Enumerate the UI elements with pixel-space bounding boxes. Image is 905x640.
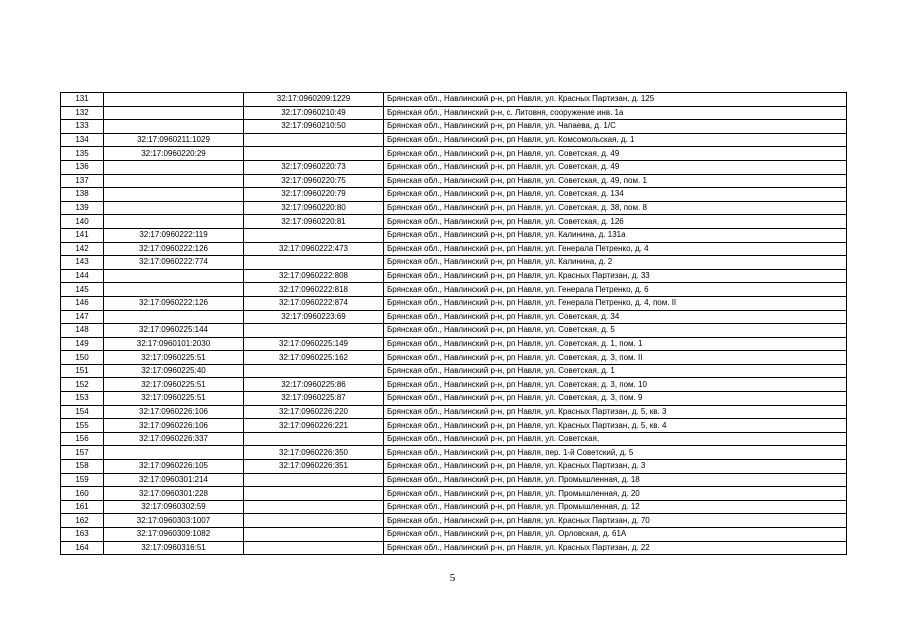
table-row	[61, 351, 847, 365]
address-cell: Брянская обл., Навлинский р-н, рп Навля, ул. Промышленная, д. 20	[384, 487, 847, 501]
row-number-cell: 135	[61, 147, 104, 161]
table-row	[61, 256, 847, 270]
address-cell: Брянская обл., Навлинский р-н, рп Навля, ул. Советская, д. 3, пом. II	[384, 351, 847, 365]
object-cadastral-number-cell: 32:17:0960225:86	[244, 378, 384, 392]
row-number-cell: 143	[61, 256, 104, 270]
row-number-cell: 136	[61, 160, 104, 174]
table-row	[61, 432, 847, 446]
object-cadastral-number-cell: 32:17:0960220:75	[244, 174, 384, 188]
row-number-cell: 152	[61, 378, 104, 392]
row-number-cell: 159	[61, 473, 104, 487]
table-row	[61, 487, 847, 501]
address-cell: Брянская обл., Навлинский р-н, рп Навля, ул. Советская,	[384, 432, 847, 446]
object-cadastral-number-cell: 32:17:0960225:149	[244, 337, 384, 351]
row-number-cell: 156	[61, 432, 104, 446]
table-row	[61, 215, 847, 229]
row-number-cell: 160	[61, 487, 104, 501]
table-row	[61, 324, 847, 338]
address-cell: Брянская обл., Навлинский р-н, рп Навля, ул. Красных Партизан, д. 3	[384, 460, 847, 474]
row-number-cell: 144	[61, 269, 104, 283]
table-row	[61, 296, 847, 310]
cadastral-number-cell	[104, 269, 244, 283]
object-cadastral-number-cell	[244, 541, 384, 555]
address-cell: Брянская обл., Навлинский р-н, рп Навля, ул. Комсомольская, д. 1	[384, 133, 847, 147]
object-cadastral-number-cell: 32:17:0960225:162	[244, 351, 384, 365]
row-number-cell: 150	[61, 351, 104, 365]
table-row	[61, 405, 847, 419]
cadastral-number-cell	[104, 93, 244, 107]
object-cadastral-number-cell: 32:17:0960222:818	[244, 283, 384, 297]
address-cell: Брянская обл., Навлинский р-н, рп Навля, ул. Красных Партизан, д. 5, кв. 4	[384, 419, 847, 433]
table-row	[61, 378, 847, 392]
row-number-cell: 157	[61, 446, 104, 460]
cadastral-number-cell	[104, 174, 244, 188]
address-cell: Брянская обл., Навлинский р-н, рп Навля, ул. Красных Партизан, д. 22	[384, 541, 847, 555]
object-cadastral-number-cell: 32:17:0960210:50	[244, 120, 384, 134]
table-row	[61, 283, 847, 297]
address-cell: Брянская обл., Навлинский р-н, рп Навля, ул. Советская, д. 49	[384, 147, 847, 161]
object-cadastral-number-cell: 32:17:0960222:473	[244, 242, 384, 256]
cadastral-number-cell: 32:17:0960220:29	[104, 147, 244, 161]
table-row	[61, 228, 847, 242]
row-number-cell: 163	[61, 528, 104, 542]
object-cadastral-number-cell: 32:17:0960220:80	[244, 201, 384, 215]
address-cell: Брянская обл., Навлинский р-н, рп Навля, ул. Советская, д. 49, пом. 1	[384, 174, 847, 188]
cadastral-number-cell: 32:17:0960301:228	[104, 487, 244, 501]
cadastral-number-cell	[104, 188, 244, 202]
address-cell: Брянская обл., Навлинский р-н, рп Навля, ул. Советская, д. 126	[384, 215, 847, 229]
cadastral-number-cell: 32:17:0960225:51	[104, 351, 244, 365]
table-row	[61, 147, 847, 161]
cadastral-number-cell: 32:17:0960226:106	[104, 405, 244, 419]
table-row	[61, 188, 847, 202]
object-cadastral-number-cell	[244, 473, 384, 487]
cadastral-number-cell: 32:17:0960301:214	[104, 473, 244, 487]
cadastral-number-cell: 32:17:0960226:337	[104, 432, 244, 446]
cadastral-number-cell	[104, 120, 244, 134]
cadastral-number-cell: 32:17:0960303:1007	[104, 514, 244, 528]
cadastral-number-cell: 32:17:0960225:51	[104, 392, 244, 406]
object-cadastral-number-cell	[244, 500, 384, 514]
object-cadastral-number-cell	[244, 228, 384, 242]
table-row	[61, 473, 847, 487]
table-row	[61, 106, 847, 120]
cadastral-number-cell	[104, 446, 244, 460]
table-row	[61, 269, 847, 283]
address-cell: Брянская обл., Навлинский р-н, рп Навля, ул. Советская, д. 1	[384, 364, 847, 378]
object-cadastral-number-cell: 32:17:0960222:874	[244, 296, 384, 310]
cadastral-number-cell: 32:17:0960225:51	[104, 378, 244, 392]
cadastral-number-cell: 32:17:0960226:106	[104, 419, 244, 433]
table-row	[61, 242, 847, 256]
object-cadastral-number-cell: 32:17:0960220:79	[244, 188, 384, 202]
object-cadastral-number-cell	[244, 324, 384, 338]
row-number-cell: 137	[61, 174, 104, 188]
row-number-cell: 133	[61, 120, 104, 134]
object-cadastral-number-cell: 32:17:0960226:350	[244, 446, 384, 460]
cadastral-number-cell: 32:17:0960225:144	[104, 324, 244, 338]
object-cadastral-number-cell	[244, 528, 384, 542]
row-number-cell: 139	[61, 201, 104, 215]
register-table-body	[61, 93, 847, 555]
page-number: 5	[449, 572, 456, 584]
table-row	[61, 541, 847, 555]
object-cadastral-number-cell	[244, 487, 384, 501]
address-cell: Брянская обл., Навлинский р-н, рп Навля, пер. 1-й Советский, д. 5	[384, 446, 847, 460]
row-number-cell: 146	[61, 296, 104, 310]
cadastral-number-cell: 32:17:0960222:774	[104, 256, 244, 270]
address-cell: Брянская обл., Навлинский р-н, рп Навля, ул. Советская, д. 38, пом. 8	[384, 201, 847, 215]
cadastral-number-cell: 32:17:0960225:40	[104, 364, 244, 378]
address-cell: Брянская обл., Навлинский р-н, рп Навля, ул. Красных Партизан, д. 33	[384, 269, 847, 283]
cadastral-number-cell	[104, 201, 244, 215]
table-row	[61, 514, 847, 528]
object-cadastral-number-cell: 32:17:0960210:49	[244, 106, 384, 120]
object-cadastral-number-cell: 32:17:0960226:351	[244, 460, 384, 474]
cadastral-number-cell: 32:17:0960302:59	[104, 500, 244, 514]
address-cell: Брянская обл., Навлинский р-н, рп Навля, ул. Советская, д. 5	[384, 324, 847, 338]
cadastral-number-cell: 32:17:0960211:1029	[104, 133, 244, 147]
object-cadastral-number-cell: 32:17:0960220:81	[244, 215, 384, 229]
row-number-cell: 147	[61, 310, 104, 324]
row-number-cell: 161	[61, 500, 104, 514]
table-row	[61, 337, 847, 351]
object-cadastral-number-cell: 32:17:0960226:221	[244, 419, 384, 433]
row-number-cell: 158	[61, 460, 104, 474]
table-row	[61, 392, 847, 406]
table-row	[61, 460, 847, 474]
address-cell: Брянская обл., Навлинский р-н, рп Навля, ул. Промышленная, д. 12	[384, 500, 847, 514]
row-number-cell: 132	[61, 106, 104, 120]
table-row	[61, 528, 847, 542]
address-cell: Брянская обл., Навлинский р-н, рп Навля, ул. Генерала Петренко, д. 4	[384, 242, 847, 256]
cadastral-number-cell: 32:17:0960222:126	[104, 296, 244, 310]
cadastral-number-cell	[104, 215, 244, 229]
row-number-cell: 138	[61, 188, 104, 202]
address-cell: Брянская обл., Навлинский р-н, рп Навля, ул. Советская, д. 49	[384, 160, 847, 174]
row-number-cell: 142	[61, 242, 104, 256]
property-register-table	[60, 92, 847, 555]
row-number-cell: 148	[61, 324, 104, 338]
object-cadastral-number-cell	[244, 432, 384, 446]
object-cadastral-number-cell: 32:17:0960220:73	[244, 160, 384, 174]
object-cadastral-number-cell	[244, 514, 384, 528]
object-cadastral-number-cell	[244, 364, 384, 378]
row-number-cell: 134	[61, 133, 104, 147]
cadastral-number-cell	[104, 160, 244, 174]
address-cell: Брянская обл., Навлинский р-н, рп Навля, ул. Орловская, д. 61А	[384, 528, 847, 542]
table-row	[61, 93, 847, 107]
table-row	[61, 201, 847, 215]
address-cell: Брянская обл., Навлинский р-н, рп Навля, ул. Красных Партизан, д. 70	[384, 514, 847, 528]
object-cadastral-number-cell: 32:17:0960222:808	[244, 269, 384, 283]
cadastral-number-cell: 32:17:0960316:51	[104, 541, 244, 555]
table-row	[61, 160, 847, 174]
cadastral-number-cell: 32:17:0960101:2030	[104, 337, 244, 351]
address-cell: Брянская обл., Навлинский р-н, рп Навля, ул. Советская, д. 3, пом. 10	[384, 378, 847, 392]
cadastral-number-cell	[104, 310, 244, 324]
object-cadastral-number-cell: 32:17:0960225:87	[244, 392, 384, 406]
address-cell: Брянская обл., Навлинский р-н, рп Навля, ул. Генерала Петренко, д. 6	[384, 283, 847, 297]
address-cell: Брянская обл., Навлинский р-н, рп Навля, ул. Калинина, д. 2	[384, 256, 847, 270]
row-number-cell: 155	[61, 419, 104, 433]
row-number-cell: 151	[61, 364, 104, 378]
address-cell: Брянская обл., Навлинский р-н, рп Навля, ул. Промышленная, д. 18	[384, 473, 847, 487]
table-row	[61, 419, 847, 433]
address-cell: Брянская обл., Навлинский р-н, рп Навля, ул. Советская, д. 1, пом. 1	[384, 337, 847, 351]
cadastral-number-cell: 32:17:0960222:119	[104, 228, 244, 242]
cadastral-number-cell	[104, 106, 244, 120]
address-cell: Брянская обл., Навлинский р-н, рп Навля, ул. Советская, д. 34	[384, 310, 847, 324]
address-cell: Брянская обл., Навлинский р-н, рп Навля, ул. Советская, д. 134	[384, 188, 847, 202]
address-cell: Брянская обл., Навлинский р-н, рп Навля, ул. Красных Партизан, д. 5, кв. 3	[384, 405, 847, 419]
row-number-cell: 154	[61, 405, 104, 419]
object-cadastral-number-cell	[244, 256, 384, 270]
row-number-cell: 164	[61, 541, 104, 555]
row-number-cell: 131	[61, 93, 104, 107]
object-cadastral-number-cell: 32:17:0960209:1229	[244, 93, 384, 107]
cadastral-number-cell: 32:17:0960309:1082	[104, 528, 244, 542]
object-cadastral-number-cell: 32:17:0960226:220	[244, 405, 384, 419]
cadastral-number-cell	[104, 283, 244, 297]
table-row	[61, 310, 847, 324]
table-row	[61, 120, 847, 134]
row-number-cell: 149	[61, 337, 104, 351]
address-cell: Брянская обл., Навлинский р-н, рп Навля, ул. Калинина, д. 131а	[384, 228, 847, 242]
address-cell: Брянская обл., Навлинский р-н, рп Навля, ул. Генерала Петренко, д. 4, пом. II	[384, 296, 847, 310]
row-number-cell: 141	[61, 228, 104, 242]
cadastral-number-cell: 32:17:0960226:105	[104, 460, 244, 474]
row-number-cell: 153	[61, 392, 104, 406]
table-row	[61, 174, 847, 188]
table-row	[61, 364, 847, 378]
row-number-cell: 162	[61, 514, 104, 528]
object-cadastral-number-cell	[244, 133, 384, 147]
address-cell: Брянская обл., Навлинский р-н, с. Литовня, сооружение инв. 1а	[384, 106, 847, 120]
row-number-cell: 140	[61, 215, 104, 229]
cadastral-number-cell: 32:17:0960222:126	[104, 242, 244, 256]
table-row	[61, 446, 847, 460]
address-cell: Брянская обл., Навлинский р-н, рп Навля, ул. Советская, д. 3, пом. 9	[384, 392, 847, 406]
table-row	[61, 500, 847, 514]
object-cadastral-number-cell: 32:17:0960223:69	[244, 310, 384, 324]
address-cell: Брянская обл., Навлинский р-н, рп Навля, ул. Чапаева, д. 1/С	[384, 120, 847, 134]
row-number-cell: 145	[61, 283, 104, 297]
object-cadastral-number-cell	[244, 147, 384, 161]
table-row	[61, 133, 847, 147]
address-cell: Брянская обл., Навлинский р-н, рп Навля, ул. Красных Партизан, д. 125	[384, 93, 847, 107]
